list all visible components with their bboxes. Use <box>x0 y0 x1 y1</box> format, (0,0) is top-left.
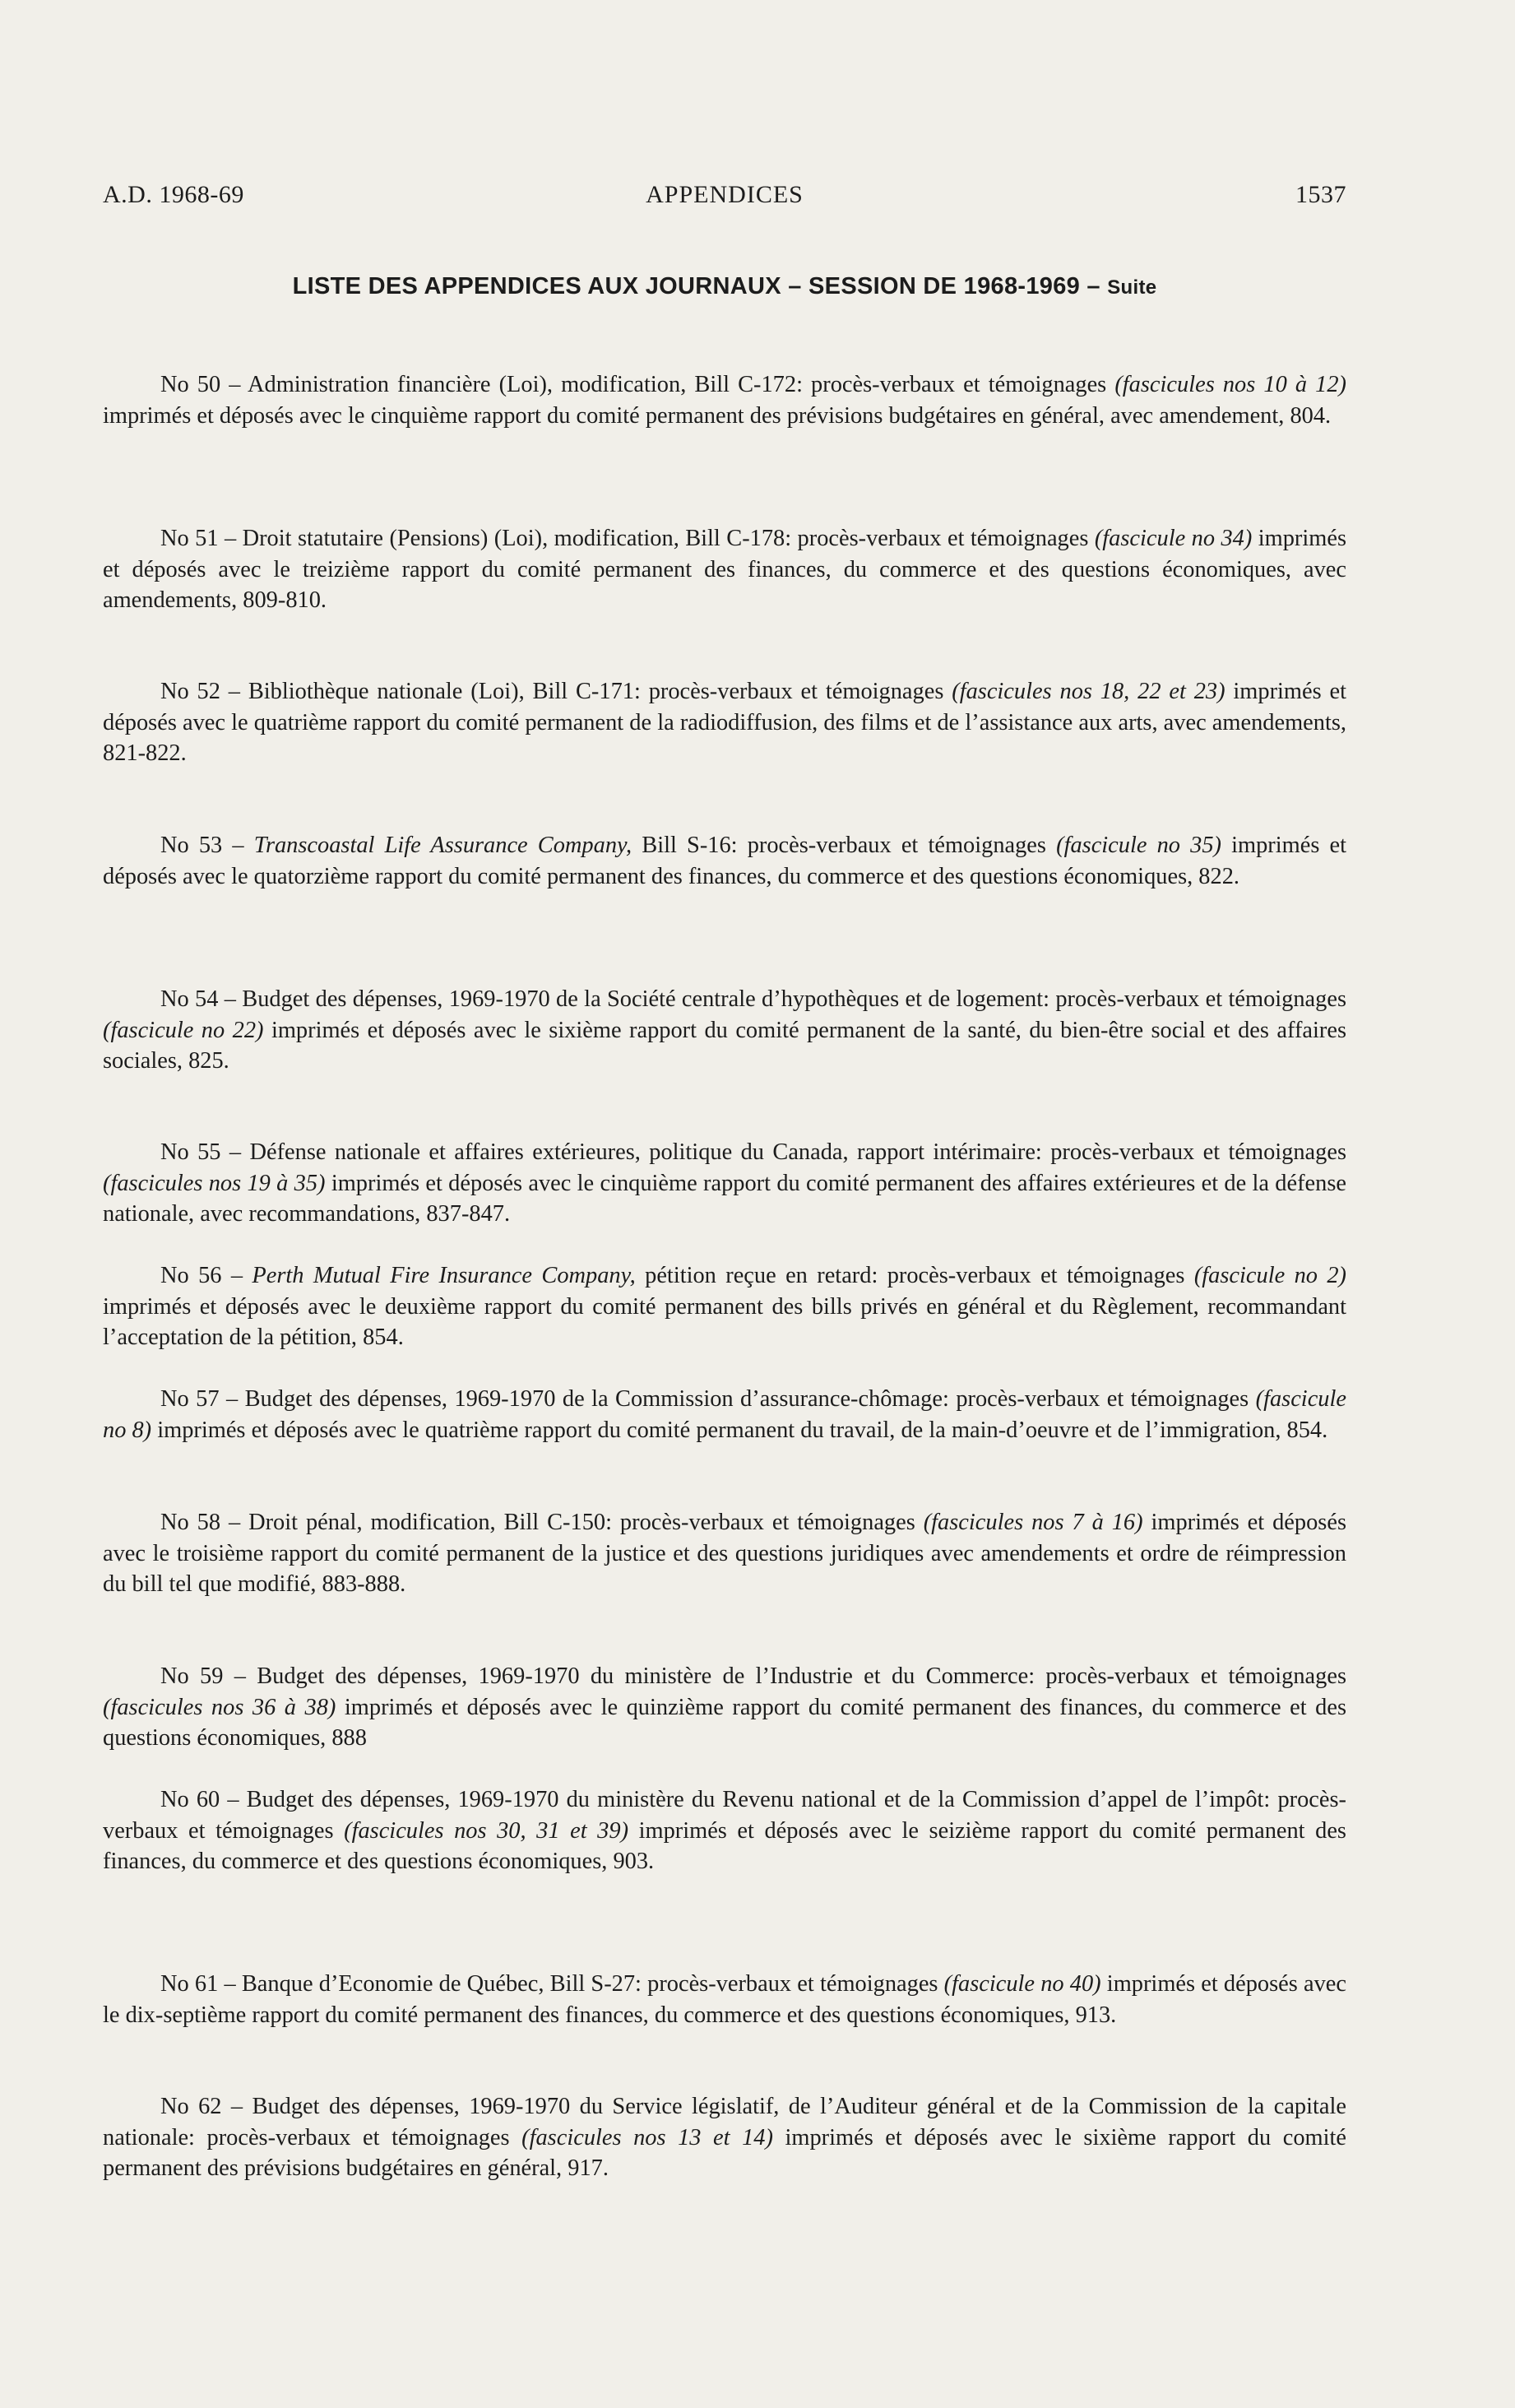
entry-text-end: imprimés et déposés avec le cinquième rapport du comité permanent des affaires extérieures et de la défense nationale, avec recommandations, 837-847. <box>103 1170 1346 1227</box>
entry-text-end: imprimés et déposés avec le deuxième rapport du comité permanent des bills privés en général et du Règlement, recommandant l’acceptation de la pétition, 854. <box>103 1293 1346 1350</box>
list-title <box>103 273 1346 300</box>
list-title-suite: Suite <box>1107 276 1157 299</box>
entry-fascicule: (fascicule no 40) <box>943 1971 1101 1997</box>
entry-text: No 60 – Budget des dépenses, 1969-1970 du ministère du Revenu national et de la Commission d’appel de l’impôt: procès-verbaux et témoignages <box>103 1787 1346 1844</box>
list-title-main: LISTE DES APPENDICES AUX JOURNAUX – SESSION DE 1968-1969 – <box>292 273 1100 299</box>
entry-text: No 56 – <box>160 1263 252 1288</box>
entry-fascicule: (fascicules nos 10 à 12) <box>1114 372 1346 397</box>
appendix-entry-59 <box>103 1661 1346 1754</box>
entry-fascicule: (fascicules nos 36 à 38) <box>103 1694 336 1720</box>
running-header <box>103 181 1346 214</box>
entry-fascicule: (fascicule no 22) <box>103 1017 264 1043</box>
entry-fascicule: (fascicules nos 13 et 14) <box>521 2124 773 2150</box>
appendix-entry-60 <box>103 1784 1346 1877</box>
entry-fascicule: (fascicule no 35) <box>1056 833 1221 858</box>
appendix-entry-53 <box>103 830 1346 892</box>
entry-text-end: imprimés et déposés avec le quinzième rapport du comité permanent des finances, du commerce et des questions économiques, 888 <box>103 1694 1346 1751</box>
page-number: 1537 <box>1295 181 1346 208</box>
appendix-entry-57 <box>103 1384 1346 1445</box>
entry-text: No 53 – <box>160 833 254 858</box>
entry-text-end: imprimés et déposés avec le treizième rapport du comité permanent des finances, du commerce et des questions économiques, avec amendements, 809-810. <box>103 526 1346 613</box>
entry-fascicule: (fascicules nos 19 à 35) <box>103 1170 326 1196</box>
appendix-entry-58 <box>103 1507 1346 1600</box>
entry-text: No 61 – Banque d’Economie de Québec, Bill S-27: procès-verbaux et témoignages <box>160 1971 944 1997</box>
entry-company-name: Transcoastal Life Assurance Company, <box>253 833 632 858</box>
appendix-entry-50 <box>103 369 1346 431</box>
appendix-entry-56 <box>103 1260 1346 1353</box>
entry-text-end: imprimés et déposés avec le quatorzième rapport du comité permanent des finances, du commerce et des questions économiques, 822. <box>103 833 1347 889</box>
entry-fascicule: (fascicule no 34) <box>1094 526 1253 551</box>
entry-text: No 50 – Administration financière (Loi), modification, Bill C-172: procès-verbaux et témoignages <box>160 372 1115 397</box>
header-year: A.D. 1968-69 <box>103 181 244 208</box>
entry-text-end: imprimés et déposés avec le seizième rapport du comité permanent des finances, du commerce et des questions économiques, 903. <box>103 1817 1346 1874</box>
appendix-entry-61 <box>103 1969 1346 2030</box>
entry-text-mid: pétition reçue en retard: procès-verbaux et témoignages <box>635 1263 1194 1288</box>
entry-text: No 55 – Défense nationale et affaires extérieures, politique du Canada, rapport intérimaire: procès-verbaux et témoignages <box>160 1139 1346 1165</box>
entry-fascicule: (fascicules nos 7 à 16) <box>923 1510 1143 1535</box>
entry-fascicule: (fascicules nos 30, 31 et 39) <box>344 1817 629 1844</box>
entry-text: No 62 – Budget des dépenses, 1969-1970 du Service législatif, de l’Auditeur général et de la Commission de la capitale nationale: procès-verbaux et témoignages <box>103 2094 1346 2150</box>
entry-text-end: imprimés et déposés avec le quatrième rapport du comité permanent de la radiodiffusion, des films et de l’assistance aux arts, avec amendements, 821-822. <box>103 679 1346 766</box>
entry-fascicule: (fascicules nos 18, 22 et 23) <box>952 679 1225 704</box>
header-section: APPENDICES <box>646 181 804 208</box>
entry-text: No 52 – Bibliothèque nationale (Loi), Bill C-171: procès-verbaux et témoignages <box>160 679 952 704</box>
entry-text-end: imprimés et déposés avec le sixième rapport du comité permanent de la santé, du bien-être social et des affaires sociales, 825. <box>103 1017 1346 1074</box>
appendix-entry-51 <box>103 523 1346 616</box>
entry-text: No 54 – Budget des dépenses, 1969-1970 de la Société centrale d’hypothèques et de logement: procès-verbaux et témoignages <box>160 986 1346 1012</box>
appendix-entry-62 <box>103 2091 1346 2184</box>
entry-fascicule: (fascicule no 8) <box>103 1386 1346 1443</box>
appendix-entry-54 <box>103 984 1346 1077</box>
entry-fascicule: (fascicule no 2) <box>1193 1263 1346 1288</box>
entry-company-name: Perth Mutual Fire Insurance Company, <box>252 1263 636 1288</box>
entry-text: No 58 – Droit pénal, modification, Bill C-150: procès-verbaux et témoignages <box>160 1510 924 1535</box>
entry-text: No 57 – Budget des dépenses, 1969-1970 de la Commission d’assurance-chômage: procès-verbaux et témoignages <box>160 1386 1256 1412</box>
entry-text: No 51 – Droit statutaire (Pensions) (Loi), modification, Bill C-178: procès-verbaux et témoignages <box>160 526 1095 551</box>
appendix-entry-55 <box>103 1137 1346 1230</box>
entry-text-end: imprimés et déposés avec le sixième rapport du comité permanent des prévisions budgétaires en général, 917. <box>103 2124 1346 2181</box>
entry-text-end: imprimés et déposés avec le cinquième rapport du comité permanent des prévisions budgétaires en général, avec amendement, 804. <box>103 402 1332 429</box>
entry-text-end: imprimés et déposés avec le dix-septième rapport du comité permanent des finances, du commerce et des questions économiques, 913. <box>103 1971 1346 2028</box>
appendix-entry-52 <box>103 676 1346 769</box>
entry-text-end: imprimés et déposés avec le troisième rapport du comité permanent de la justice et des questions juridiques avec amendements et ordre de réimpression du bill tel que modifié, 883-888. <box>103 1510 1346 1597</box>
entry-text-mid: Bill S-16: procès-verbaux et témoignages <box>632 833 1057 858</box>
entry-text: No 59 – Budget des dépenses, 1969-1970 du ministère de l’Industrie et du Commerce: procès-verbaux et témoignages <box>160 1663 1346 1689</box>
entry-text-end: imprimés et déposés avec le quatrième rapport du comité permanent du travail, de la main-d’oeuvre et de l’immigration, 854. <box>151 1417 1328 1443</box>
